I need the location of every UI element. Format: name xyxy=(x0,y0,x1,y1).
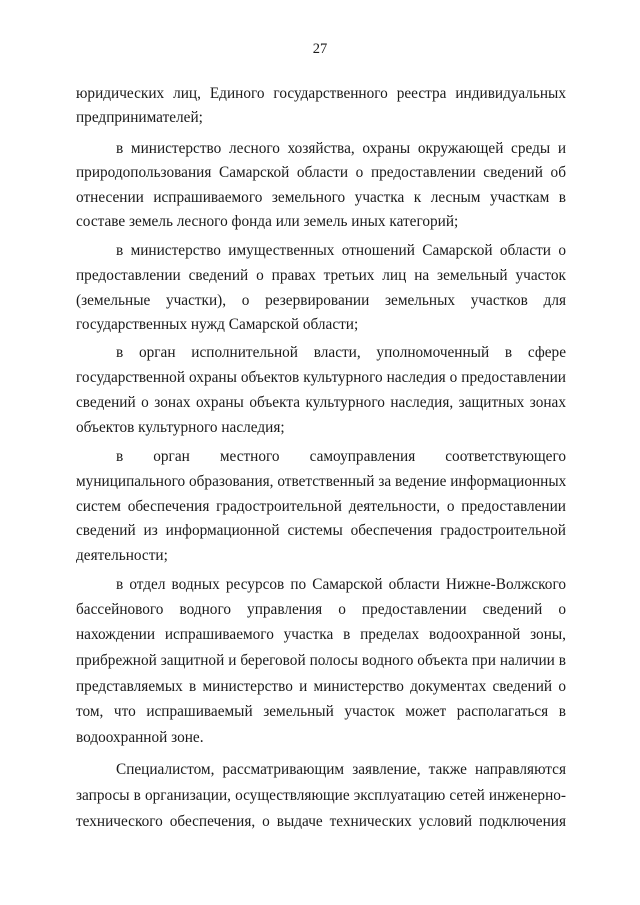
text-line: природопользования Самарской области о предоставлении сведений об xyxy=(76,164,566,181)
text-line: государственной охраны объектов культурного наследия о предоставлении xyxy=(76,369,566,386)
text-line: сведений из информационной системы обеспечения градостроительной xyxy=(76,522,566,539)
text-line: в орган местного самоуправления соответствующего xyxy=(116,448,566,465)
text-line: объектов культурного наследия; xyxy=(76,419,285,436)
text-line: систем обеспечения градостроительной деятельности, о предоставлении xyxy=(76,498,566,515)
text-line: технического обеспечения, о выдаче технических условий подключения xyxy=(76,813,566,830)
text-line: в министерство имущественных отношений Самарской области о xyxy=(116,242,566,259)
text-line: деятельности; xyxy=(76,547,168,564)
text-line: муниципального образования, ответственный за ведение информационных xyxy=(76,473,566,490)
text-line: предпринимателей; xyxy=(76,109,203,126)
text-line: нахождении испрашиваемого участка в пределах водоохранной зоны, xyxy=(76,626,566,643)
text-line: в орган исполнительной власти, уполномоченный в сфере xyxy=(116,344,566,361)
text-line: составе земель лесного фонда или земель иных категорий; xyxy=(76,213,459,230)
text-line: Специалистом, рассматривающим заявление, также направляются xyxy=(116,761,566,778)
text-line: отнесении испрашиваемого земельного участка к лесным участкам в xyxy=(76,189,566,206)
text-line: водоохранной зоне. xyxy=(76,729,204,746)
text-line: в отдел водных ресурсов по Самарской области Нижне-Волжского xyxy=(116,576,566,593)
text-line: государственных нужд Самарской области; xyxy=(76,316,359,333)
text-line: юридических лиц, Единого государственного реестра индивидуальных xyxy=(76,85,566,102)
page-number: 27 xyxy=(312,41,328,57)
text-line: представляемых в министерство и министерство документах сведений о xyxy=(76,678,566,695)
text-line: запросы в организации, осуществляющие эксплуатацию сетей инженерно- xyxy=(76,787,566,804)
text-line: том, что испрашиваемый земельный участок может располагаться в xyxy=(76,703,566,720)
text-line: прибрежной защитной и береговой полосы водного объекта при наличии в xyxy=(76,652,566,669)
text-line: бассейнового водного управления о предоставлении сведений о xyxy=(76,601,566,618)
text-line: (земельные участки), о резервировании земельных участков для xyxy=(76,292,566,309)
text-line: предоставлении сведений о правах третьих лиц на земельный участок xyxy=(76,267,566,284)
text-line: сведений о зонах охраны объекта культурного наследия, защитных зонах xyxy=(76,394,566,411)
text-line: в министерство лесного хозяйства, охраны окружающей среды и xyxy=(116,140,566,157)
